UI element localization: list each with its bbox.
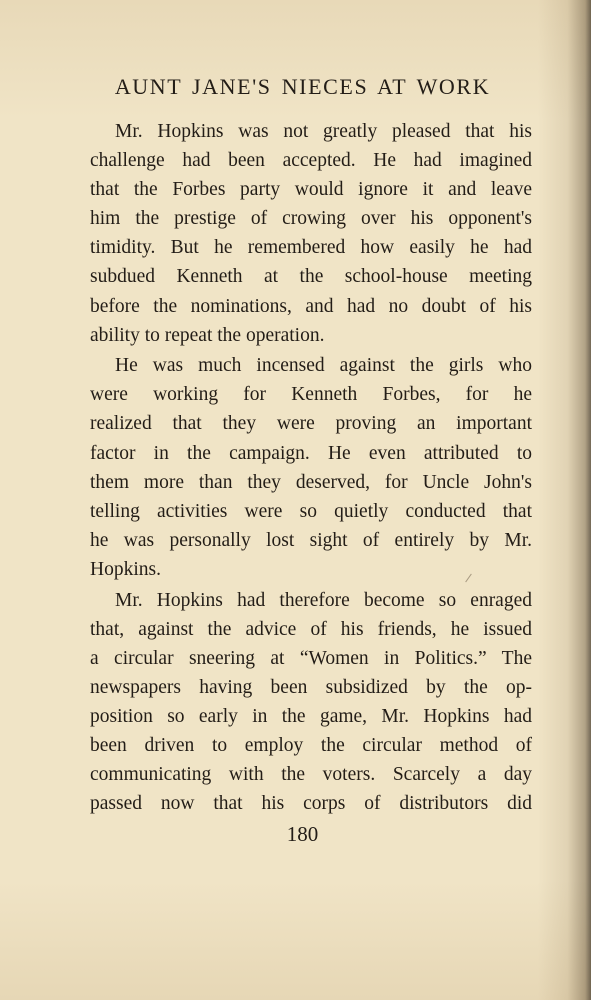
text-line: them more than they deserved, for Uncle John's — [90, 471, 532, 493]
text-line: he was personally lost sight of entirely by Mr. — [90, 529, 532, 551]
text-line: been driven to employ the circular method of — [90, 734, 532, 756]
paragraph-1 — [90, 117, 532, 350]
text-line: realized that they were proving an important — [90, 413, 532, 435]
paragraph-2 — [90, 351, 532, 584]
text-line: factor in the campaign. He even attributed to — [90, 442, 532, 464]
text-line: were working for Kenneth Forbes, for he — [90, 384, 532, 406]
text-line: passed now that his corps of distributors did — [90, 793, 532, 815]
text-line: subdued Kenneth at the school-house meeting — [90, 266, 532, 288]
text-line: timidity. But he remembered how easily he had — [90, 237, 532, 259]
text-line: He was much incensed against the girls who — [115, 355, 532, 377]
text-line: a circular sneering at “Women in Politics.” The — [90, 647, 532, 669]
text-line: communicating with the voters. Scarcely a day — [90, 764, 532, 786]
text-line: Mr. Hopkins had therefore become so enraged — [115, 589, 532, 611]
text-line: before the nominations, and had no doubt of his — [90, 295, 532, 317]
text-line: challenge had been accepted. He had imagined — [90, 150, 532, 172]
page-number: 180 — [286, 822, 319, 846]
text-line: that, against the advice of his friends, he issued — [90, 618, 532, 640]
paragraph-3 — [90, 586, 532, 819]
text-line: newspapers having been subsidized by the op- — [90, 676, 532, 698]
text-line: telling activities were so quietly conducted that — [90, 500, 532, 522]
text-line: that the Forbes party would ignore it and leave — [90, 179, 532, 201]
text-line: ability to repeat the operation. — [90, 324, 325, 346]
text-line: him the prestige of crowing over his opponent's — [90, 208, 532, 230]
running-head: AUNT JANE'S NIECES AT WORK — [114, 74, 491, 99]
text-line: position so early in the game, Mr. Hopkins had — [90, 705, 532, 727]
body-text — [90, 117, 532, 818]
text-line: Hopkins. — [90, 558, 161, 580]
text-line: Mr. Hopkins was not greatly pleased that his — [115, 121, 532, 142]
